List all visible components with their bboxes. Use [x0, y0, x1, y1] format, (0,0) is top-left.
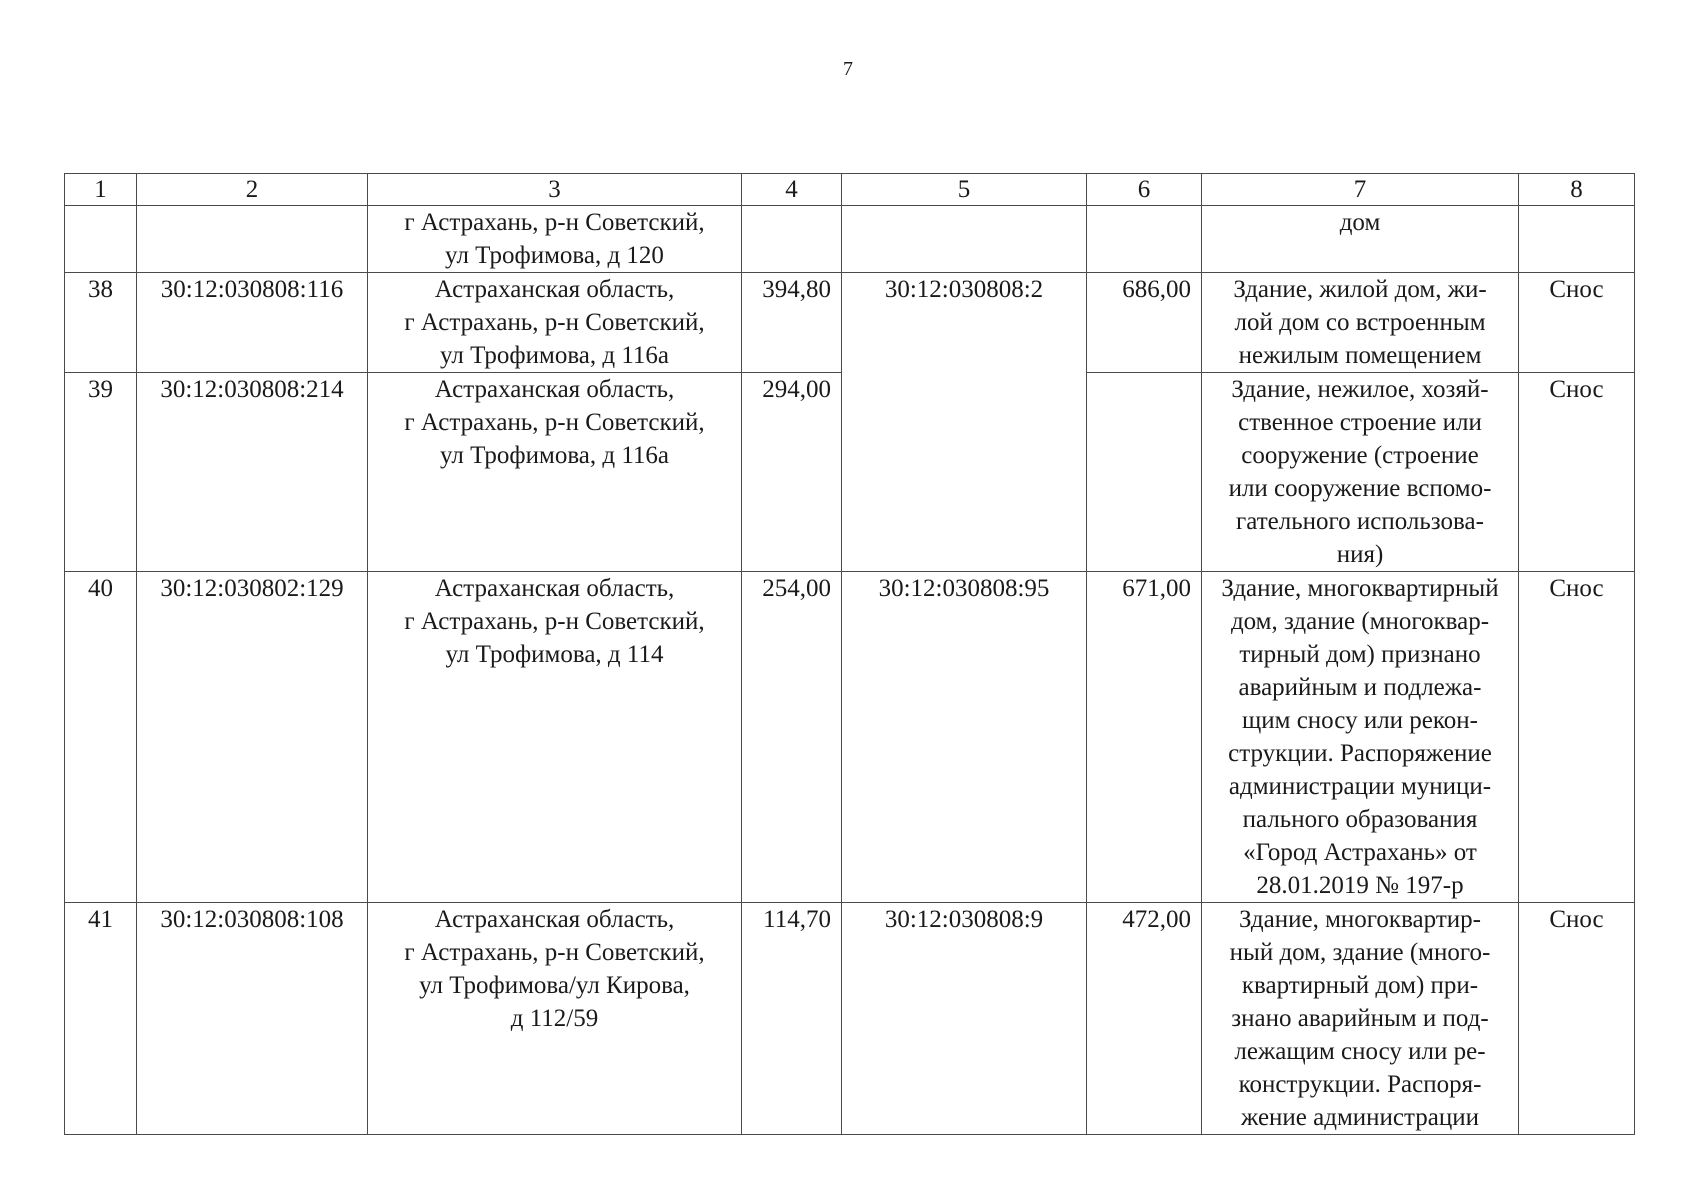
table-row — [65, 903, 1635, 1135]
table-row-continuation — [65, 206, 1635, 273]
description-cell: дом — [1202, 206, 1519, 273]
column-header: 4 — [742, 174, 842, 206]
column-header: 3 — [368, 174, 742, 206]
action-cell: Снос — [1519, 373, 1635, 572]
property-register-table — [64, 173, 1635, 1135]
area-cell: 394,80 — [742, 273, 842, 373]
table-row — [65, 572, 1635, 903]
description-cell: Здание, многоквартирный дом, здание (многоквар- тирный дом) признано аварийным и подлежа- щим сносу или рекон- струкции. Распоряжение администрации муници- пального образования «Город Астрахань» от 28.01.2019 № 197-р — [1202, 572, 1519, 903]
cadastral-number-cell: 30:12:030802:129 — [137, 572, 368, 903]
action-cell: Снос — [1519, 572, 1635, 903]
column-header: 6 — [1087, 174, 1202, 206]
column-header: 7 — [1202, 174, 1519, 206]
action-cell — [1519, 206, 1635, 273]
area-cell: 294,00 — [742, 373, 842, 572]
area-cell: 114,70 — [742, 903, 842, 1135]
area-cell — [742, 206, 842, 273]
land-cadastral-cell: 30:12:030808:95 — [842, 572, 1087, 903]
land-area-cell: 671,00 — [1087, 572, 1202, 903]
column-header: 5 — [842, 174, 1087, 206]
description-cell: Здание, нежилое, хозяй- ственное строение или сооружение (строение или сооружение вспомо- гательного использова- ния) — [1202, 373, 1519, 572]
land-cadastral-cell — [842, 206, 1087, 273]
land-area-cell: 472,00 — [1087, 903, 1202, 1135]
land-cadastral-cell: 30:12:030808:2 — [842, 273, 1087, 572]
column-header: 1 — [65, 174, 137, 206]
page-number: 7 — [843, 58, 853, 80]
land-area-cell — [1087, 206, 1202, 273]
action-cell: Снос — [1519, 903, 1635, 1135]
column-header: 8 — [1519, 174, 1635, 206]
cadastral-number-cell — [137, 206, 368, 273]
land-cadastral-cell: 30:12:030808:9 — [842, 903, 1087, 1135]
address-cell: Астраханская область, г Астрахань, р-н Советский, ул Трофимова, д 116а — [368, 373, 742, 572]
cadastral-number-cell: 30:12:030808:108 — [137, 903, 368, 1135]
table-row — [65, 273, 1635, 373]
row-number-cell: 40 — [65, 572, 137, 903]
land-area-cell: 686,00 — [1087, 273, 1202, 373]
address-cell: Астраханская область, г Астрахань, р-н Советский, ул Трофимова, д 114 — [368, 572, 742, 903]
column-header: 2 — [137, 174, 368, 206]
description-cell: Здание, жилой дом, жи- лой дом со встроенным нежилым помещением — [1202, 273, 1519, 373]
address-cell: Астраханская область, г Астрахань, р-н Советский, ул Трофимова, д 116а — [368, 273, 742, 373]
row-number-cell — [65, 206, 137, 273]
address-cell: Астраханская область, г Астрахань, р-н Советский, ул Трофимова/ул Кирова, д 112/59 — [368, 903, 742, 1135]
action-cell: Снос — [1519, 273, 1635, 373]
cadastral-number-cell: 30:12:030808:214 — [137, 373, 368, 572]
row-number-cell: 41 — [65, 903, 137, 1135]
address-cell: г Астрахань, р-н Советский, ул Трофимова, д 120 — [368, 206, 742, 273]
cadastral-number-cell: 30:12:030808:116 — [137, 273, 368, 373]
land-area-cell — [1087, 373, 1202, 572]
area-cell: 254,00 — [742, 572, 842, 903]
description-cell: Здание, многоквартир- ный дом, здание (много- квартирный дом) при- знано аварийным и под- лежащим сносу или ре- конструкции. Распоря- жение администрации — [1202, 903, 1519, 1135]
column-number-row — [65, 174, 1635, 206]
row-number-cell: 39 — [65, 373, 137, 572]
row-number-cell: 38 — [65, 273, 137, 373]
